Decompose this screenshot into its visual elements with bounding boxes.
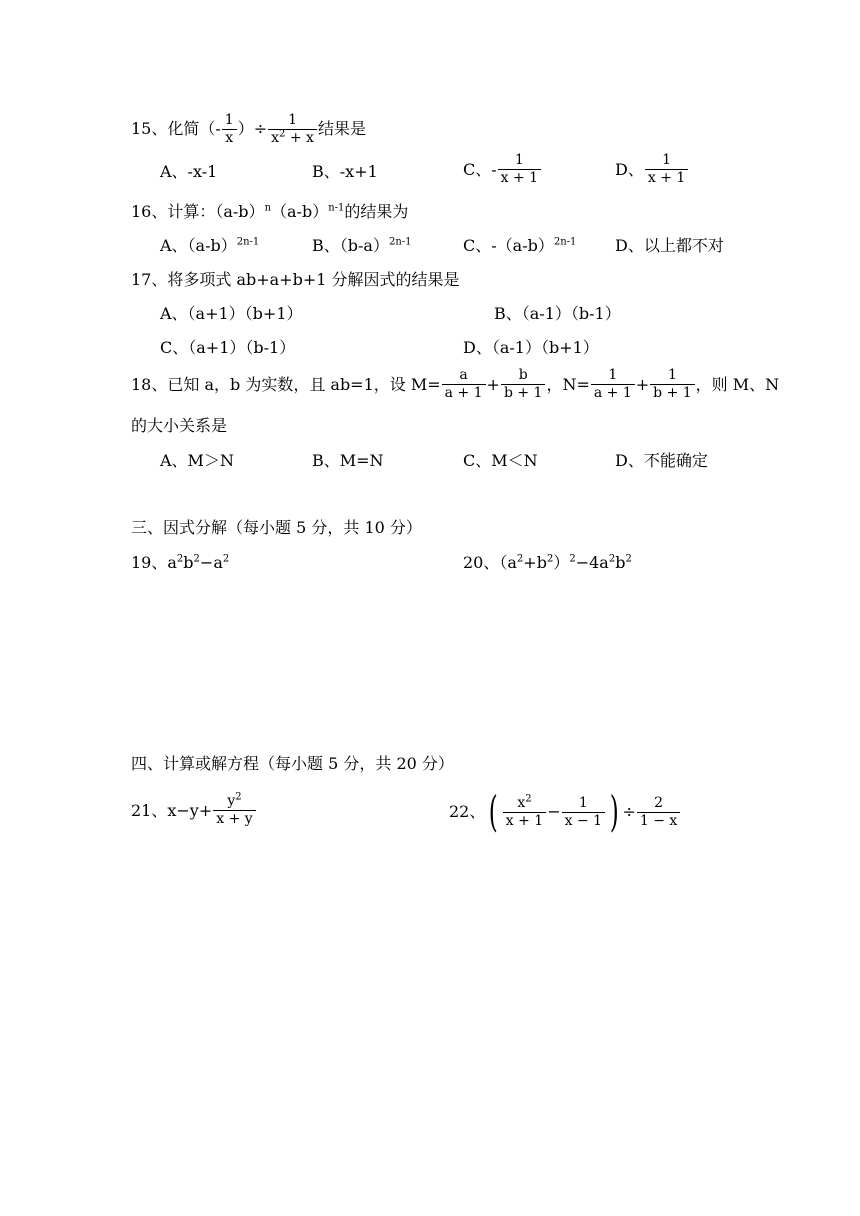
plus-sign: +	[486, 374, 500, 394]
q15-number: 15、	[131, 119, 168, 138]
fraction-denominator: $x^2 + x$	[271, 128, 314, 146]
q15-option-d	[615, 152, 689, 187]
q18-m-fraction-2	[501, 367, 546, 402]
fraction-denominator: x	[225, 130, 234, 146]
q16-stem-a: 16、计算：（a-b）	[131, 202, 265, 221]
fraction-denominator: x + 1	[505, 812, 544, 829]
fraction-numerator: $y^2$	[213, 793, 255, 811]
q15-fraction-2	[268, 112, 317, 147]
option-label: D、	[615, 159, 644, 179]
option-text: B、（b-a）	[312, 236, 389, 255]
q18-stem-line-2: 的大小关系是	[131, 416, 228, 435]
q15-neg: -	[215, 119, 221, 138]
q18-stem	[131, 367, 779, 402]
fraction-denominator: b + 1	[653, 385, 692, 401]
q18-option-a: A、M＞N	[160, 451, 234, 470]
fraction-numerator: 1	[268, 112, 317, 130]
q17-option-d: D、（a-1）（b+1）	[463, 338, 599, 357]
option-exponent: 2n-1	[553, 236, 577, 248]
option-label: C、-	[463, 159, 497, 179]
q15-option-c-fraction	[498, 152, 541, 187]
fraction-numerator: b	[501, 367, 546, 385]
fraction-numerator: 1	[591, 367, 635, 385]
q16-option-a	[160, 236, 259, 256]
q22-fraction-3	[637, 795, 680, 830]
plus-sign: +	[635, 374, 650, 394]
fraction-numerator: 1	[645, 152, 688, 170]
q22-expression	[449, 787, 681, 836]
q15-stem-prefix: 化简（	[167, 119, 216, 138]
q15-fraction-1	[222, 112, 237, 147]
fraction-numerator: 1	[650, 367, 695, 385]
q17-stem: 17、将多项式 ab+a+b+1 分解因式的结果是	[131, 270, 460, 289]
q15-stem-suffix: 结果是	[317, 119, 366, 138]
q18-stem-c: ，则 M、N	[695, 374, 780, 394]
q18-option-b: B、M=N	[312, 451, 384, 470]
fraction-denominator: x + y	[216, 811, 253, 827]
left-paren: (	[489, 787, 499, 836]
q17-option-b: B、（a-1）（b-1）	[494, 304, 621, 323]
q18-n-fraction-2	[650, 367, 695, 402]
fraction-denominator: a + 1	[444, 385, 483, 401]
q16-stem-c: 的结果为	[344, 202, 409, 221]
fraction-numerator: 1	[562, 795, 605, 813]
q16-option-c	[463, 236, 576, 256]
q20-expression: 20、$(a^2+b^2)^2-4a^2b^2$	[463, 553, 632, 572]
q18-option-c: C、M＜N	[463, 451, 538, 470]
fraction-denominator: b + 1	[503, 385, 543, 401]
q18-stem-b: ，N=	[546, 374, 590, 394]
fraction-denominator: a + 1	[593, 385, 632, 401]
fraction-denominator: 1 − x	[639, 812, 678, 829]
q18-stem-a: 18、已知 a，b 为实数，且 ab=1，设 M=	[131, 374, 441, 394]
q21-expression	[131, 793, 257, 828]
fraction-denominator: x + 1	[647, 170, 686, 186]
fraction-numerator: $x^2$	[503, 795, 546, 813]
q16-option-b	[312, 236, 412, 256]
q22-label: 22、	[449, 802, 486, 821]
q15-stem-mid: ）÷	[237, 119, 268, 138]
section-3-title: 三、因式分解（每小题 5 分，共 10 分）	[131, 518, 422, 537]
fraction-denominator: x + 1	[500, 170, 539, 186]
fraction-numerator: 2	[637, 795, 680, 813]
option-text: A、（a-b）	[160, 236, 237, 255]
right-paren: )	[609, 787, 619, 836]
option-exponent: 2n-1	[388, 236, 412, 248]
q16-stem	[131, 202, 408, 222]
q15-option-a: A、-x-1	[160, 162, 218, 181]
q16-exp-2: n-1	[328, 202, 345, 214]
q15-stem	[131, 112, 366, 147]
q16-exp-1: n	[264, 202, 272, 214]
q16-option-d: D、以上都不对	[615, 236, 724, 255]
q21-prefix: 21、x−y+	[131, 800, 213, 820]
fraction-denominator: x − 1	[564, 812, 603, 829]
option-text: C、-（a-b）	[463, 236, 554, 255]
section-4-title: 四、计算或解方程（每小题 5 分，共 20 分）	[131, 754, 454, 773]
minus-sign: −	[547, 802, 561, 821]
q18-m-fraction-1	[442, 367, 486, 402]
q21-fraction	[213, 793, 255, 828]
q18-n-fraction-1	[591, 367, 635, 402]
q15-option-d-fraction	[645, 152, 688, 187]
q18-option-d: D、不能确定	[615, 451, 708, 470]
q17-option-c: C、（a+1）（b-1）	[160, 338, 296, 357]
q16-stem-b: （a-b）	[271, 202, 329, 221]
q15-option-c	[463, 152, 542, 187]
q17-option-a: A、（a+1）（b+1）	[160, 304, 303, 323]
fraction-numerator: 1	[498, 152, 541, 170]
q15-option-b: B、-x+1	[312, 162, 378, 181]
fraction-numerator: 1	[222, 112, 237, 130]
q22-fraction-2	[562, 795, 605, 830]
fraction-numerator: a	[442, 367, 486, 385]
q22-fraction-1	[503, 792, 546, 830]
q19-expression: 19、$a^2b^2-a^2$	[131, 553, 230, 572]
option-exponent: 2n-1	[236, 236, 260, 248]
divide-sign: ÷	[622, 802, 636, 821]
